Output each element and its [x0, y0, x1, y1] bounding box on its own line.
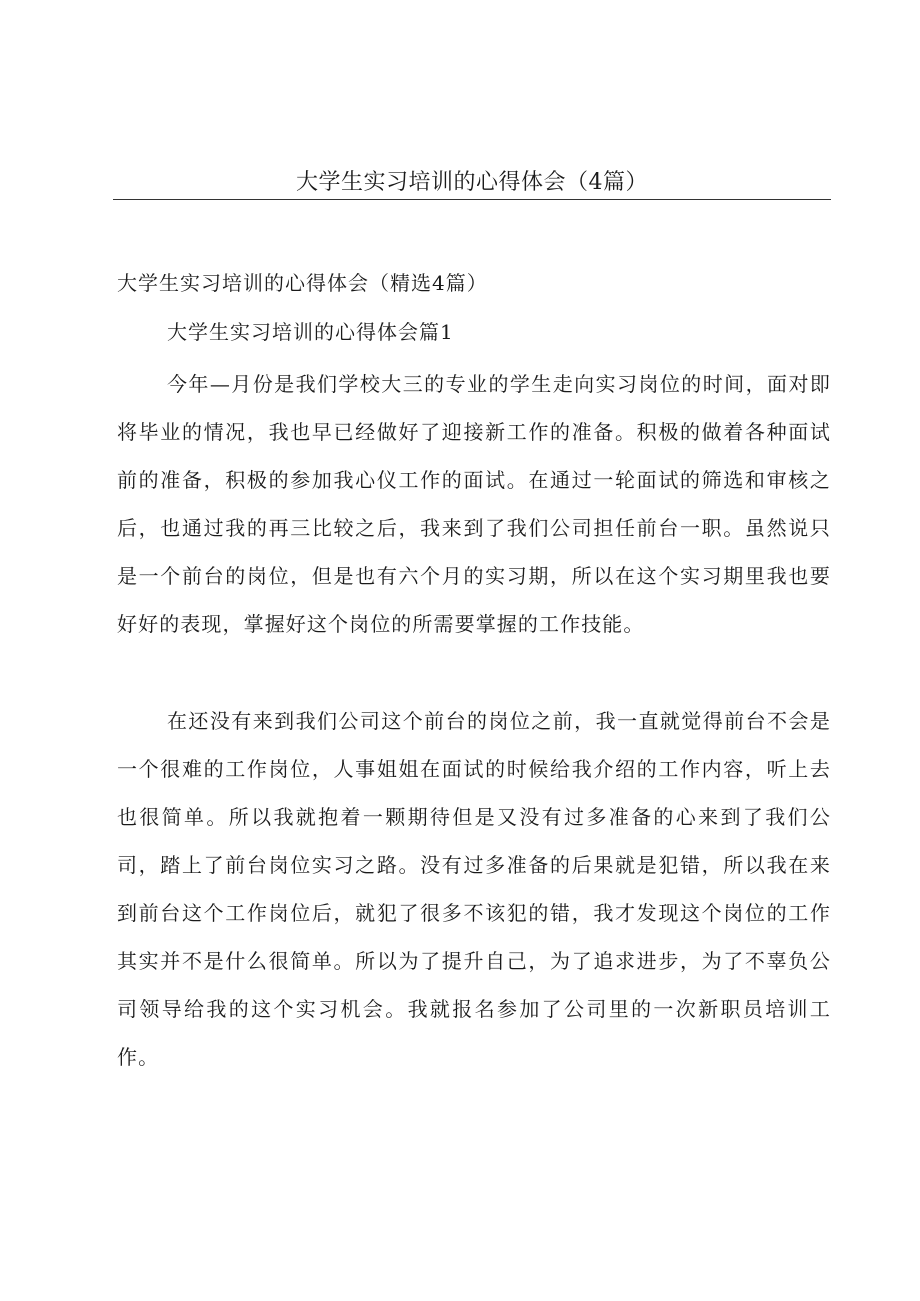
document-subtitle: 大学生实习培训的心得体会（精选4篇） [117, 271, 488, 295]
section-heading: 大学生实习培训的心得体会篇1 [167, 320, 454, 344]
body-paragraph-1: 今年—月份是我们学校大三的专业的学生走向实习岗位的时间，面对即将毕业的情况，我也早已经做好了迎接新工作的准备。积极的做着各种面试前的准备，积极的参加我心仪工作的面试。在通过一轮面试的筛选和审核之后，也通过我的再三比较之后，我来到了我们公司担任前台一职。虽然说只是一个前台的岗位，但是也有六个月的实习期，所以在这个实习期里我也要好好的表现，掌握好这个岗位的所需要掌握的工作技能。 [117, 372, 831, 636]
document-title: 大学生实习培训的心得体会（4篇） [296, 170, 648, 195]
title-underline [113, 199, 831, 200]
body-paragraph-2: 在还没有来到我们公司这个前台的岗位之前，我一直就觉得前台不会是一个很难的工作岗位，人事姐姐在面试的时候给我介绍的工作内容，听上去也很简单。所以我就抱着一颗期待但是又没有过多准备的心来到了我们公司，踏上了前台岗位实习之路。没有过多准备的后果就是犯错，所以我在来到前台这个工作岗位后，就犯了很多不该犯的错，我才发现这个岗位的工作其实并不是什么很简单。所以为了提升自己，为了追求进步，为了不辜负公司领导给我的这个实习机会。我就报名参加了公司里的一次新职员培训工作。 [117, 709, 831, 1069]
